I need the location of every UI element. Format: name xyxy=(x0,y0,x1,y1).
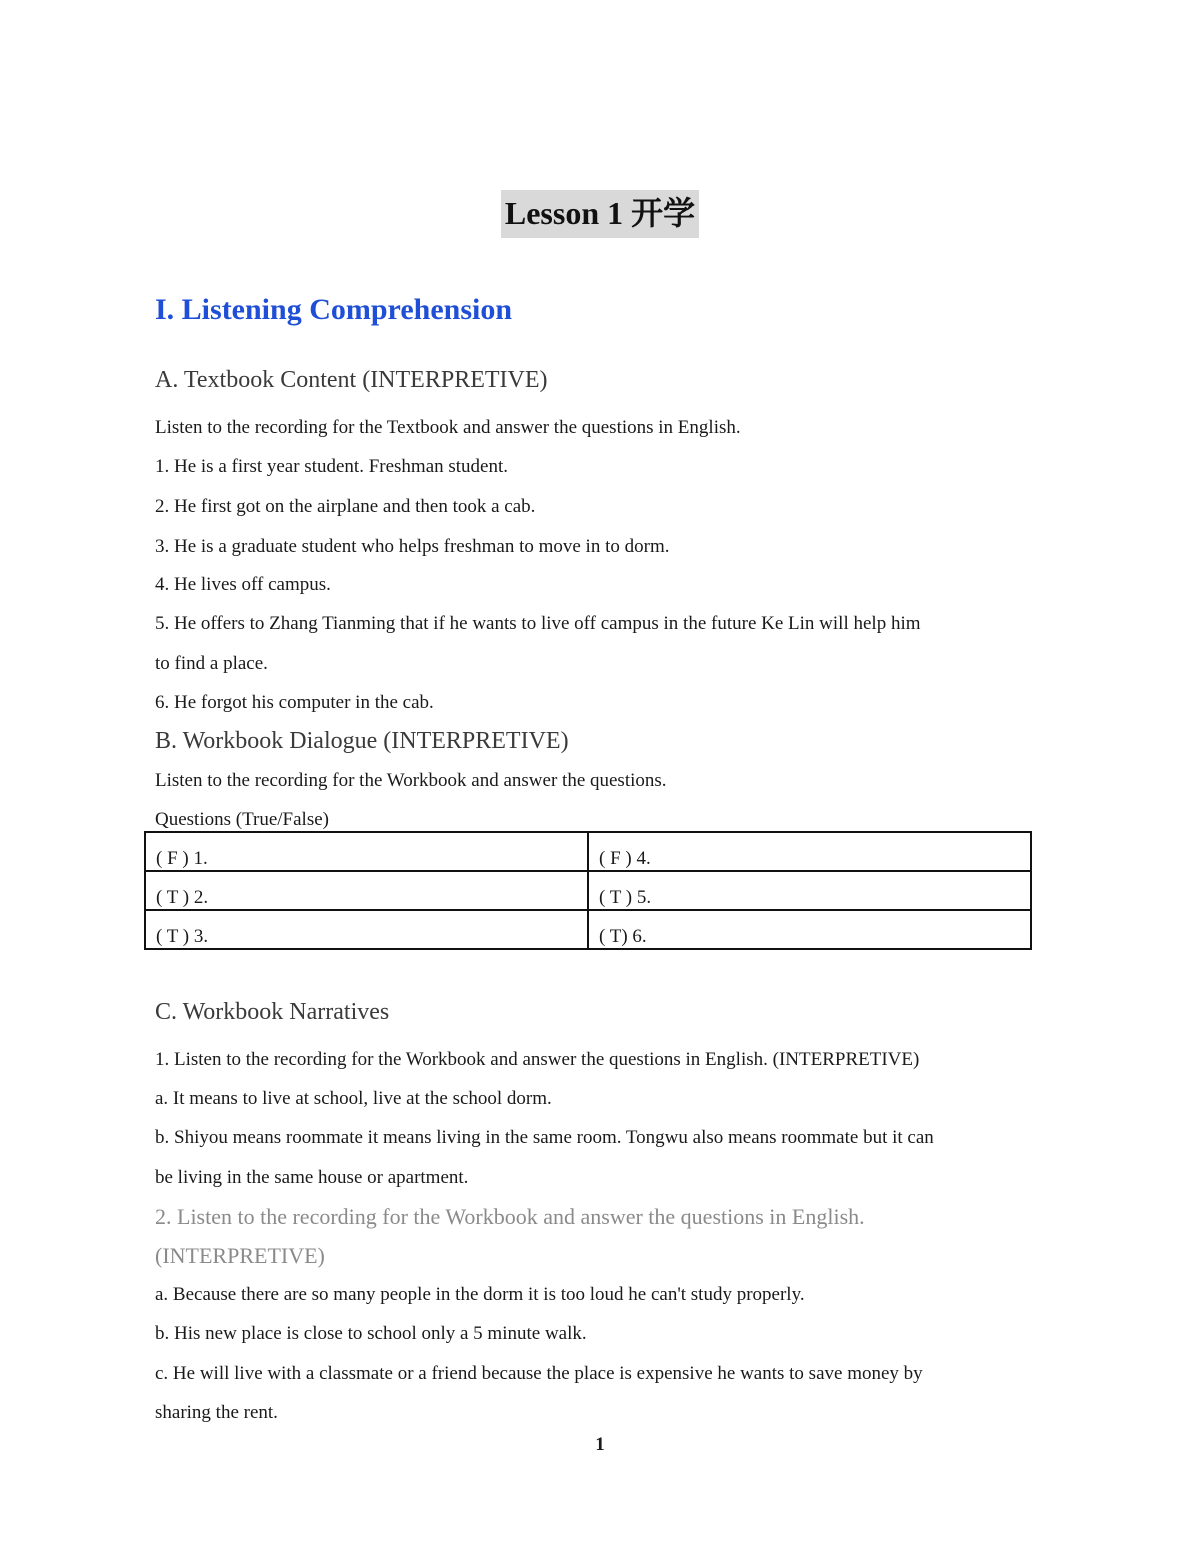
narrative-1-answer-a: a. It means to live at school, live at the school dorm. xyxy=(155,1088,552,1109)
tf-answer-4: ( F ) 4. xyxy=(599,848,651,869)
textbook-answer-6: 6. He forgot his computer in the cab. xyxy=(155,692,434,713)
textbook-answer-5-cont: to find a place. xyxy=(155,653,268,674)
table-row xyxy=(145,871,1031,910)
table-cell xyxy=(588,910,1031,949)
narrative-2-instruction-cont: (INTERPRETIVE) xyxy=(155,1243,325,1268)
dialogue-instruction: Listen to the recording for the Workbook and answer the questions. xyxy=(155,770,667,791)
narrative-2-answer-c-cont: sharing the rent. xyxy=(155,1402,278,1423)
textbook-answer-2: 2. He first got on the airplane and then took a cab. xyxy=(155,496,536,517)
narrative-2-answer-c: c. He will live with a classmate or a friend because the place is expensive he wants to save money by xyxy=(155,1363,923,1384)
tf-answer-6: ( T) 6. xyxy=(599,926,647,947)
table-cell xyxy=(588,871,1031,910)
section-heading-workbook-dialogue: B. Workbook Dialogue (INTERPRETIVE) xyxy=(155,728,569,754)
table-cell xyxy=(145,832,588,871)
textbook-instruction: Listen to the recording for the Textbook and answer the questions in English. xyxy=(155,417,741,438)
true-false-table xyxy=(144,831,1032,950)
narrative-2-answer-b: b. His new place is close to school only a 5 minute walk. xyxy=(155,1323,587,1344)
table-caption: Questions (True/False) xyxy=(155,809,329,830)
table-row xyxy=(145,832,1031,871)
narrative-2-answer-a: a. Because there are so many people in the dorm it is too loud he can't study properly. xyxy=(155,1284,805,1305)
section-heading-listening: I. Listening Comprehension xyxy=(155,293,513,326)
section-heading-workbook-narratives: C. Workbook Narratives xyxy=(155,999,390,1025)
page-number: 1 xyxy=(595,1434,605,1455)
section-heading-textbook-content: A. Textbook Content (INTERPRETIVE) xyxy=(155,367,548,393)
table-cell xyxy=(145,910,588,949)
table-cell xyxy=(588,832,1031,871)
textbook-answer-5: 5. He offers to Zhang Tianming that if he wants to live off campus in the future Ke Lin will help him xyxy=(155,613,921,634)
table-row xyxy=(145,910,1031,949)
narrative-1-answer-b-cont: be living in the same house or apartment. xyxy=(155,1167,469,1188)
textbook-answer-3: 3. He is a graduate student who helps freshman to move in to dorm. xyxy=(155,536,670,557)
narrative-2-instruction: 2. Listen to the recording for the Workbook and answer the questions in English. xyxy=(155,1204,865,1229)
narrative-1-instruction: 1. Listen to the recording for the Workbook and answer the questions in English. (INTERPRETIVE) xyxy=(155,1049,920,1070)
page-title-block xyxy=(0,190,1200,238)
textbook-answer-1: 1. He is a first year student. Freshman student. xyxy=(155,456,509,477)
tf-answer-2: ( T ) 2. xyxy=(156,887,209,908)
tf-answer-5: ( T ) 5. xyxy=(599,887,652,908)
page-title: Lesson 1 开学 xyxy=(501,190,699,238)
tf-answer-3: ( T ) 3. xyxy=(156,926,209,947)
textbook-answer-4: 4. He lives off campus. xyxy=(155,574,331,595)
tf-answer-1: ( F ) 1. xyxy=(156,848,208,869)
table-cell xyxy=(145,871,588,910)
narrative-1-answer-b: b. Shiyou means roommate it means living in the same room. Tongwu also means roommate but it can xyxy=(155,1127,934,1148)
